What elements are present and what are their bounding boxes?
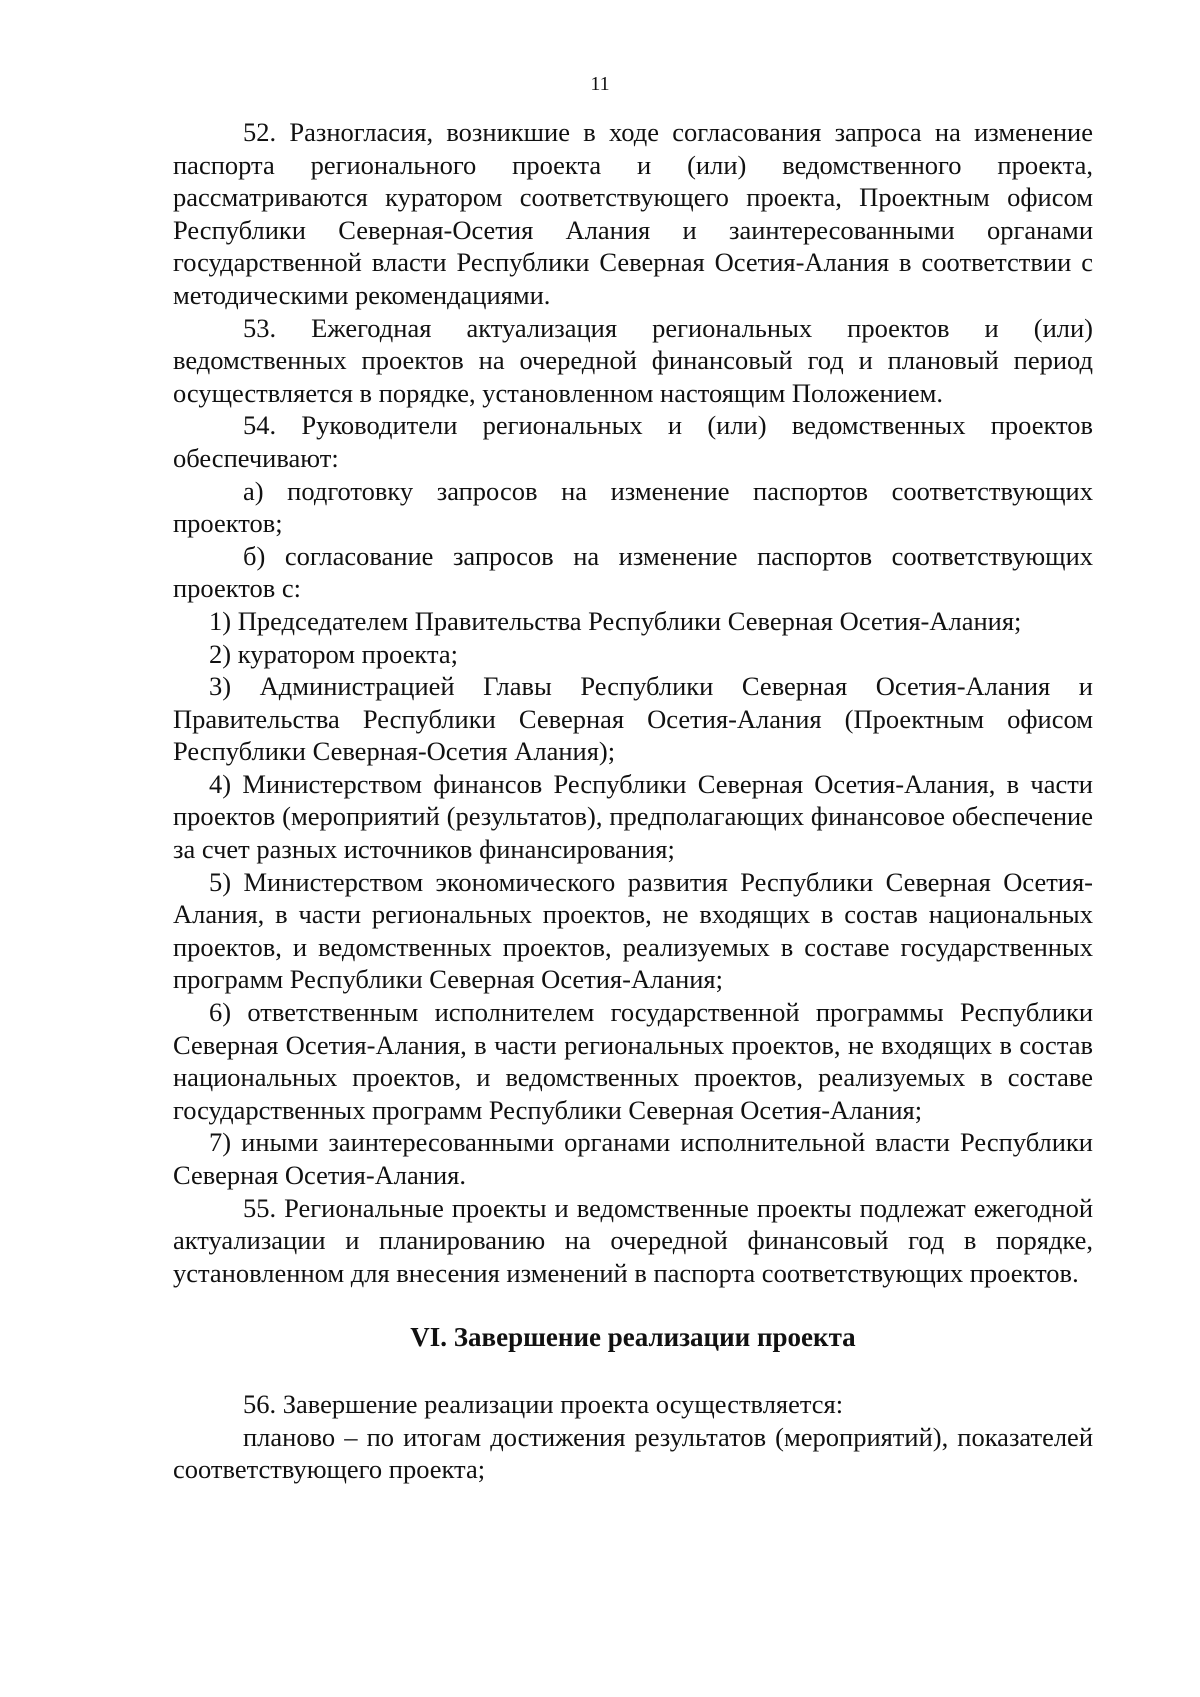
paragraph-56-planned: планово – по итогам достижения результатов (мероприятий), показателей соответствующего проекта; [173,1421,1093,1485]
paragraph-55: 55. Региональные проекты и ведомственные проекты подлежат ежегодной актуализации и планированию на очередной финансовый год в порядке, установленном для внесения изменений в паспорта соответствующих проектов. [173,1192,1093,1288]
list-item-5: 5) Министерством экономического развития Республики Северная Осетия-Алания, в части региональных проектов, не входящих в состав национальных проектов, и ведомственных проектов, реализуемых в составе государственных программ Республики Северная Осетия-Алания; [173,866,1093,995]
paragraph-54-a: а) подготовку запросов на изменение паспортов соответствующих проектов; [173,475,1093,539]
document-body [173,116,1093,1486]
list-item-3: 3) Администрацией Главы Республики Северная Осетия-Алания и Правительства Республики Северная Осетия-Алания (Проектным офисом Республики Северная-Осетия Алания); [173,671,1093,767]
list-item-2: 2) куратором проекта; [209,638,458,669]
section-heading: VI. Завершение реализации проекта [410,1322,856,1353]
list-item-6: 6) ответственным исполнителем государственной программы Республики Северная Осетия-Алания, в части региональных проектов, не входящих в состав национальных проектов, и ведомственных проектов, реализуемых в составе государственных программ Республики Северная Осетия-Алания; [173,997,1093,1125]
list-item-7: 7) иными заинтересованными органами исполнительной власти Республики Северная Осетия-Алания. [173,1127,1093,1190]
paragraph-54: 54. Руководители региональных и (или) ведомственных проектов обеспечивают: [173,410,1093,473]
list-item-4: 4) Министерством финансов Республики Северная Осетия-Алания, в части проектов (мероприятий (результатов), предполагающих финансовое обеспечение за счет разных источников финансирования; [173,768,1093,865]
page-number: 11 [590,73,610,95]
list-item-1: 1) Председателем Правительства Республики Северная Осетия-Алания; [209,605,1022,636]
paragraph-56: 56. Завершение реализации проекта осуществляется: [243,1388,844,1419]
paragraph-52: 52. Разногласия, возникшие в ходе согласования запроса на изменение паспорта регионального проекта и (или) ведомственного проекта, рассматриваются куратором соответствующего проекта, Проектным офисом Республики Северная-Осетия Алания и заинтересованными органами государственной власти Республики Северная Осетия-Алания в соответствии с методическими рекомендациями. [173,117,1093,310]
paragraph-53: 53. Ежегодная актуализация региональных проектов и (или) ведомственных проектов на очередной финансовый год и плановый период осуществляется в порядке, установленном настоящим Положением. [173,312,1093,408]
paragraph-54-b: б) согласование запросов на изменение паспортов соответствующих проектов с: [173,540,1093,604]
